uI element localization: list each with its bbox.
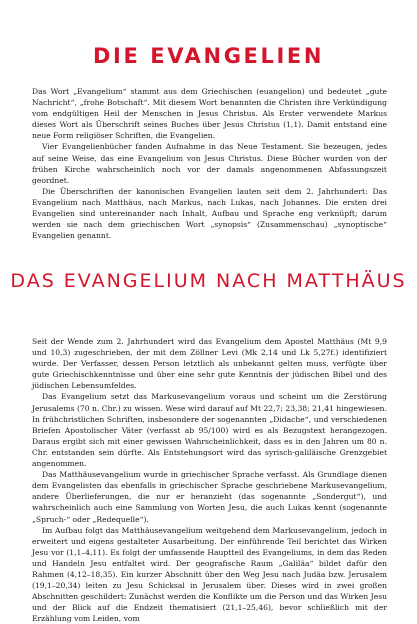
intro-section [32,86,387,241]
paragraph: Das Evangelium setzt das Markusevangelium voraus und scheint um die Zerstörung Jerusalems (70 n. Chr.) zu wissen. Wese wird darauf auf Mt 22,7; 23,38; 21,41 hingewiesen. In frühchristlichen Schriften, insbesondere der sogenannten „Didache“, und verschiedenen Briefen Apostolischer Väter (verfasst ab 95/100) wird es als Bezugstext herangezogen. Daraus ergibt sich mit einer gewissen Wahrscheinlichkeit, dass es in den Jahren um 80 n. Chr. entstanden sein dürfte. Als Entstehungsort wird das syrisch-galiläische Grenzgebiet angenommen. [32,392,387,469]
paragraph: Vier Evangelienbücher fanden Aufnahme in das Neue Testament. Sie bezeugen, jedes auf seine Weise, das eine Evangelium von Jesus Christus. Diese Bücher wurden von der frühen Kirche wahrscheinlich noch vor der damals angenommenen Abfassungszeit geordnet. [32,142,387,185]
paragraph: Das Matthäusevangelium wurde in griechischer Sprache verfasst. Als Grundlage dienen dem Evangelisten das ebenfalls in griechischer Sprache geschriebene Markusevangelium, andere Überlieferungen, die nur er heranzieht (das sogenannte „Sondergut“), und wahrscheinlich auch eine Sammlung von Worten Jesu, die auch Lukas kennt (sogenannte „Spruch-“ oder „Redequelle“). [32,470,387,524]
matthew-section [32,336,387,624]
paragraph: Das Wort „Evangelium“ stammt aus dem Griechischen (euangelion) und bedeutet „gute Nachricht“, „frohe Botschaft“. Mit diesem Wort benannten die Christen ihre Verkündigung vom endgültigen Heil der Menschen in Jesus Christus. Als Erster verwendete Markus dieses Wort als Überschrift seines Buches über Jesus Christus (1,1). Damit entstand eine neue Form religiöser Schriften, die Evangelien. [32,87,387,141]
section-title: DAS EVANGELIUM NACH MATTHÄUS [10,270,407,292]
paragraph: Die Überschriften der kanonischen Evangelien lauten seit dem 2. Jahrhundert: Das Evangelium nach Matthäus, nach Markus, nach Lukas, nach Johannes. Die ersten drei Evangelien sind untereinander nach Inhalt, Aufbau und Sprache eng verknüpft; darum werden sie nach dem griechischen Wort „synopsis“ (Zusammenschau) „synoptische“ Evangelien genannt. [32,186,387,241]
chapter-title: DIE EVANGELIEN [93,44,324,68]
paragraph: Seit der Wende zum 2. Jahrhundert wird das Evangelium dem Apostel Matthäus (Mt 9,9 und 10,3) zugeschrieben, der mit dem Zöllner Levi (Mk 2,14 und Lk 5,27f.) identifiziert wurde. Der Verfasser, dessen Person letztlich als unbekannt gelten muss, verfügte über gute Griechischkenntnisse und über eine sehr gute Kenntnis der jüdischen Bibel und des jüdischen Lebensumfeldes. [32,337,387,391]
paragraph: Im Aufbau folgt das Matthäusevangelium weitgehend dem Markusevangelium, jedoch in erweitert und eigens gestalteter Ausarbeitung. Der einführende Teil berichtet das Wirken Jesu vor (1,1–4,11). Es folgt der umfassende Hauptteil des Evangeliums, in dem das Reden und Handeln Jesu entfaltet wird. Der geografische Raum „Galiläa“ bildet dafür den Rahmen (4,12–18,35). Ein kurzer Abschnitt über den Weg Jesu nach Judäa bzw. Jerusalem (19,1–20,34) leiten zu Jesu Schicksal in Jerusalem über. Dieses wird in zwei großen Abschnitten geschildert: Zunächst werden die Konflikte um die Person und das Wirken Jesu und der Blick auf die Endzeit thematisiert (21,1–25,46), bevor schließlich mit der Erzählung vom Leiden, vom [32,525,387,624]
